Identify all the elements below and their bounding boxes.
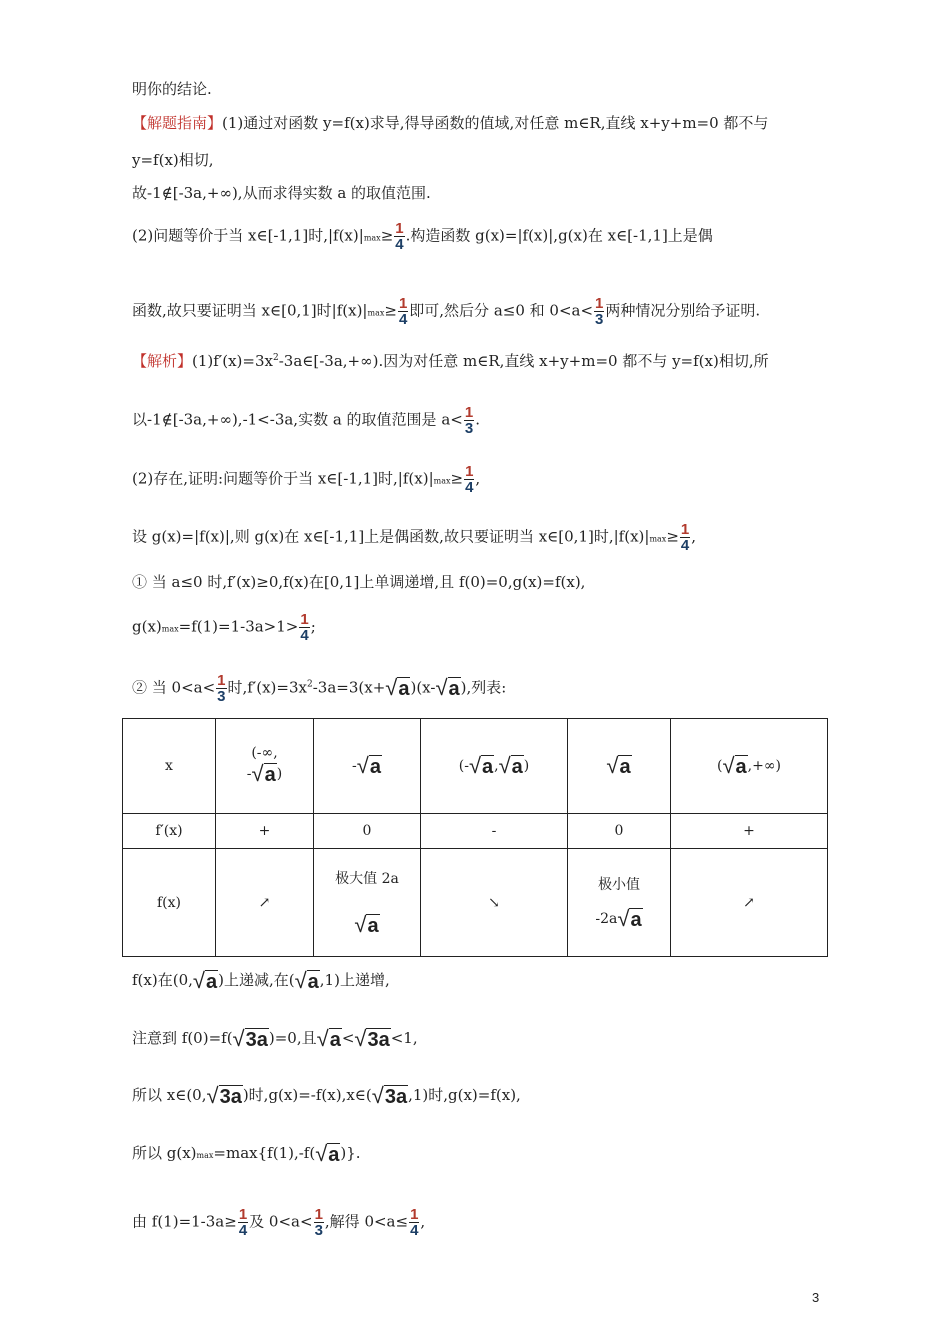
table-cell: ↗ [671,849,828,957]
sqrt-a: √a [722,753,747,778]
sqrt-a: √a [468,753,494,778]
table-cell: f(x) [123,849,216,957]
text-line: (2)问题等价于当 x∈[-1,1]时,|f(x)|max≥ $\frac{1}{4}$ .构造函数 g(x)=|f(x)|,g(x)在 x∈[-1,1]上是偶 [132,220,713,253]
fraction: $\frac{1}{3}$ [595,295,604,328]
table-cell: 0 [314,814,421,849]
sqrt-a: √a [316,1025,341,1051]
text-line: 由 f(1)=1-3a≥ $\frac{1}{4}$ 及 0<a< $\frac{1}{3}$ ,解得 0<a≤ $\frac{1}{4}$ , [132,1206,426,1239]
fraction: $\frac{1}{4}$ [398,295,408,328]
page-number: 3 [812,1290,820,1305]
sqrt-3a: √3a [371,1082,408,1108]
sqrt-a: √a [606,753,631,778]
table-cell: (-√a,√a) [421,719,568,814]
sqrt-a: √a [356,753,381,778]
fraction: $\frac{1}{4}$ [465,463,474,496]
fraction: $\frac{1}{4}$ [300,611,309,644]
text-line: ② 当 0<a< $\frac{1}{3}$ 时$,f'(x)=3x^2-3a=3(x+√a)(x-√a)$,列表: [132,672,507,705]
text-line: 所以 x∈(0,√3a)时,g(x)=-f(x),x∈(√3a,1)时,g(x)=f(x), [132,1082,521,1108]
table-cell: ↘ [421,849,568,957]
sqrt-a: √a [617,905,642,931]
sqrt-a: √a [498,753,523,778]
sqrt-a: √a [251,761,276,786]
table-cell: (√a,+∞) [671,719,828,814]
text-line: y=f(x)相切, [132,151,214,169]
table-cell: 极小值 -2a√a [568,849,671,957]
sqrt-3a: √3a [206,1082,242,1108]
table-cell: + [671,814,828,849]
text-line: 所以 g(x)max=max{f(1),-f(√a)}. [132,1140,361,1166]
text-line: 【解析】$(1)f'(x)=3x^2-3a\in[-3a,+\infty)$.因为对任意 m∈R,直线 x+y+m=0 都不与 y=f(x)相切,所 [132,352,769,370]
text-line: ① 当 a≤0 时,f′(x)≥0,f(x)在[0,1]上单调递增,且 f(0)=0,g(x)=f(x), [132,573,586,591]
sqrt-a: √a [435,675,460,700]
text-line: 函数,故只要证明当 x∈[0,1]时|f(x)|max≥ $\frac{1}{4}$ 即可,然后分 a≤0 和 0<a< $\frac{1}{3}$ 两种情况分别给予证明. [132,295,761,328]
fraction: $\frac{1}{3}$ [217,672,226,705]
fraction: $\frac{1}{4}$ [680,521,690,554]
sqrt-3a: √3a [232,1025,268,1051]
fraction: $\frac{1}{3}$ [464,404,474,437]
text-line: (2)存在,证明:问题等价于当 x∈[-1,1]时,|f(x)|max≥ $\frac{1}{4}$ , [132,463,481,496]
monotonicity-table [122,718,828,957]
table-cell [568,719,671,814]
table-cell: f′(x) [123,814,216,849]
text-line: g(x)max=f(1)=1-3a>1> $\frac{1}{4}$ ; [132,611,316,644]
sqrt-a: √a [315,1140,340,1166]
fraction: $\frac{1}{3}$ [314,1206,323,1239]
table-row [123,719,828,814]
sqrt-a: √a [385,675,410,700]
table-cell: 0 [568,814,671,849]
table-cell: 极大值 2a √a [314,849,421,957]
table-cell: ↗ [216,849,314,957]
text-line: 明你的结论. [132,80,212,98]
text-line: 注意到 f(0)=f(√3a)=0,且√a<√3a<1, [132,1025,418,1051]
sqrt-a: √a [294,967,319,993]
text-line: 设 g(x)=|f(x)|,则 g(x)在 x∈[-1,1]上是偶函数,故只要证明当 x∈[0,1]时,|f(x)|max≥ $\frac{1}{4}$ , [132,521,697,554]
fraction: $\frac{1}{4}$ [410,1206,419,1239]
sqrt-a: √a [354,911,379,937]
text-line: 故-1∉[-3a,+∞),从而求得实数 a 的取值范围. [132,184,431,202]
fraction: $\frac{1}{4}$ [238,1206,248,1239]
table-cell: + [216,814,314,849]
text-line: 【解题指南】(1)通过对函数 y=f(x)求导,得导函数的值域,对任意 m∈R,直线 x+y+m=0 都不与 [132,114,769,132]
table-row [123,849,828,957]
text-line: f(x)在(0,√a)上递减,在(√a,1)上递增, [132,967,390,993]
table-cell: (-∞, -√a) [216,719,314,814]
table-row [123,814,828,849]
fraction: $\frac{1}{4}$ [395,220,404,253]
table-cell: - [421,814,568,849]
table-cell: -√a [314,719,421,814]
table-cell: x [123,719,216,814]
tag-solution: 【解析】 [132,352,193,370]
sqrt-3a: √3a [354,1025,390,1051]
sqrt-a: √a [192,967,218,993]
text-line: 以-1∉[-3a,+∞),-1<-3a,实数 a 的取值范围是 a< $\frac{1}{3}$ . [132,404,480,437]
tag-hint: 【解题指南】 [132,114,223,132]
